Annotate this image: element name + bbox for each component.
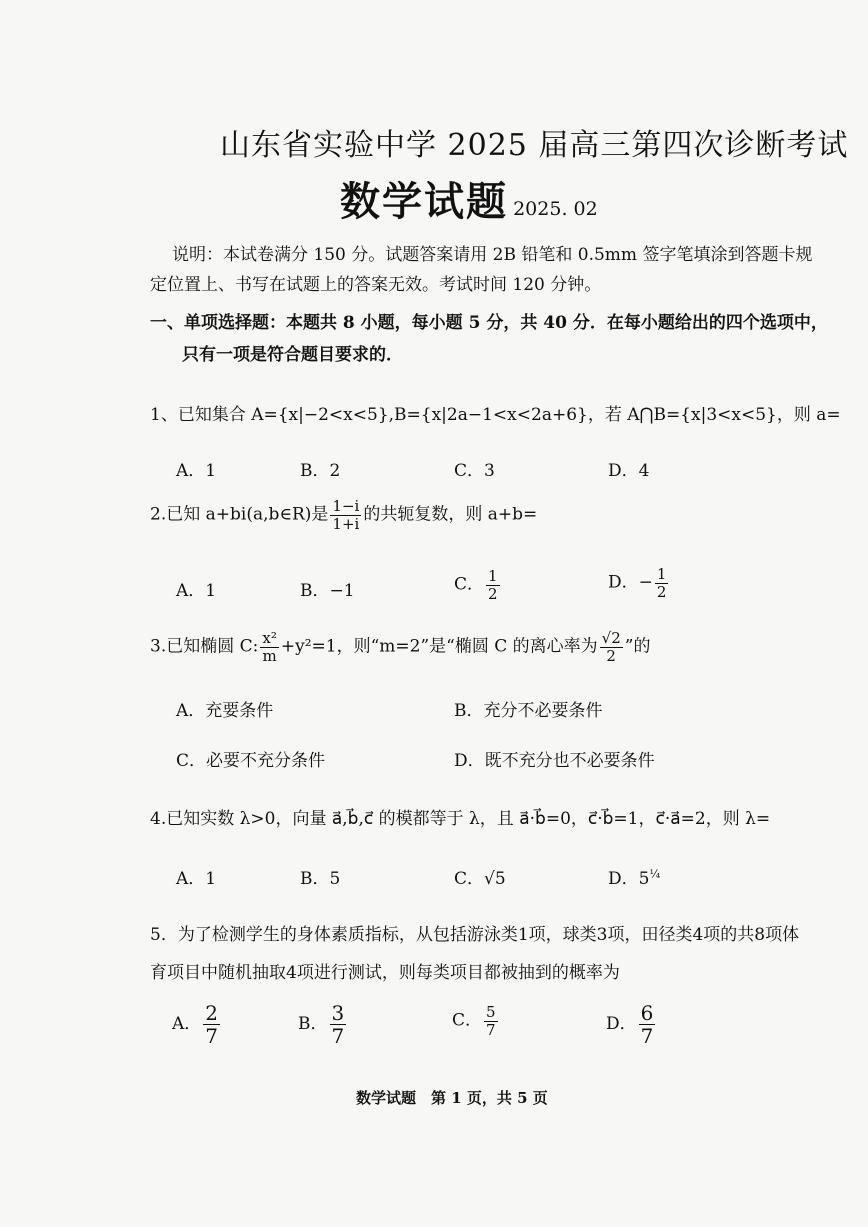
q3-ecc-den: 2	[606, 646, 616, 665]
q5-option-a-num: 2	[205, 1001, 219, 1025]
q5-option-a	[172, 1002, 222, 1047]
q4-option-d	[608, 864, 660, 889]
q3-stem	[150, 630, 650, 664]
q2-stem	[150, 498, 537, 532]
q5-option-a-frac	[203, 1002, 220, 1047]
q2-option-d-den: 2	[656, 582, 667, 601]
section1-line1: 一、单项选择题：本题共 8 小题，每小题 5 分，共 40 分．在每小题给出的四个选项中，	[150, 313, 828, 333]
q4-option-d-label: D．	[608, 869, 639, 889]
q5-option-b-frac	[330, 1002, 347, 1047]
q5-line1: 5．为了检测学生的身体素质指标，从包括游泳类1项，球类3项，田径类4项的共8项体	[150, 925, 800, 945]
q5-option-b	[298, 1002, 348, 1047]
q5-option-b-label: B．	[298, 1014, 328, 1034]
q5-option-d-label: D．	[606, 1014, 637, 1034]
q5-option-c	[452, 1004, 500, 1038]
q5-option-b-den: 7	[331, 1024, 345, 1048]
q3-ellipse-num: x²	[262, 629, 277, 647]
q3-stem-post: ”的	[624, 636, 651, 657]
q5-option-d-frac	[639, 1002, 656, 1047]
q4-stem: 4.已知实数 λ>0，向量 a⃗,b⃗,c⃗ 的模都等于 λ，且 a⃗·b⃗=0，c⃗·b⃗=1，c⃗·a⃗=2，则 λ=	[150, 809, 771, 829]
q5-option-a-label: A．	[172, 1014, 202, 1034]
q2-frac-den: 1+i	[332, 514, 360, 533]
q2-stem-post: 的共轭复数，则 a+b=	[363, 504, 538, 525]
q3-ecc-frac	[600, 630, 623, 664]
q4-option-c: C．√5	[454, 869, 506, 889]
q5-option-c-num: 5	[486, 1003, 496, 1021]
q2-option-c-frac	[486, 568, 500, 602]
subject-title: 数学试题	[340, 178, 508, 225]
q3-option-c: C．必要不充分条件	[176, 751, 326, 771]
q5-line2: 育项目中随机抽取4项进行测试，则每类项目都被抽到的概率为	[150, 963, 620, 983]
q2-option-d-label: D．−	[608, 572, 653, 593]
exam-date: 2025. 02	[513, 198, 598, 220]
q2-frac-num: 1−i	[332, 497, 360, 515]
q3-option-a: A．充要条件	[176, 701, 274, 721]
q2-option-d-num: 1	[656, 565, 667, 583]
exam-title: 山东省实验中学 2025 届高三第四次诊断考试	[220, 128, 849, 163]
q2-stem-pre: 2.已知 a+bi(a,b∈R)是	[150, 504, 329, 525]
q1-option-d: D．4	[608, 461, 650, 481]
q4-option-a: A．1	[176, 869, 217, 889]
q5-option-a-den: 7	[205, 1024, 219, 1048]
instructions-line2: 定位置上、书写在试题上的答案无效。考试时间 120 分钟。	[150, 275, 602, 295]
q5-option-c-frac	[484, 1004, 498, 1038]
q1-option-c: C．3	[454, 461, 495, 481]
section1-line2: 只有一项是符合题目要求的．	[182, 345, 403, 365]
q3-option-d: D．既不充分也不必要条件	[454, 751, 655, 771]
q2-option-a: A．1	[176, 581, 217, 601]
q4-option-b: B．5	[300, 869, 341, 889]
q2-fraction	[330, 498, 361, 532]
q5-option-c-label: C．	[452, 1010, 483, 1031]
q5-option-d-num: 6	[640, 1001, 654, 1025]
q2-option-c-num: 1	[488, 567, 498, 585]
q2-option-d-frac	[655, 566, 669, 600]
q3-ellipse-den: m	[262, 646, 277, 665]
q2-option-b: B．−1	[300, 581, 355, 601]
q5-option-d	[606, 1002, 657, 1047]
subject-heading	[340, 170, 598, 227]
q3-ecc-num: √2	[601, 629, 621, 647]
q1-option-b: B．2	[300, 461, 341, 481]
page-footer: 数学试题 第 1 页，共 5 页	[356, 1089, 548, 1107]
q1-stem: 1、已知集合 A={x|−2<x<5},B={x|2a−1<x<2a+6}，若 A⋂B={x|3<x<5}，则 a=	[150, 405, 841, 425]
q2-option-c-den: 2	[488, 584, 498, 603]
q3-option-b: B．充分不必要条件	[454, 701, 603, 721]
q2-option-c-label: C．	[454, 574, 485, 595]
q3-stem-pre: 3.已知椭圆 C:	[150, 636, 259, 657]
q3-stem-mid: +y²=1，则“m=2”是“椭圆 C 的离心率为	[280, 636, 598, 657]
q4-option-d-exponent: ¼	[649, 867, 661, 881]
q2-option-c	[454, 568, 502, 602]
q5-option-c-den: 7	[486, 1020, 496, 1039]
q1-option-a: A．1	[176, 461, 217, 481]
q2-option-d	[608, 566, 670, 600]
instructions-line1: 说明：本试卷满分 150 分。试题答案请用 2B 铅笔和 0.5mm 签字笔填涂到答题卡规	[172, 245, 813, 265]
q5-option-d-den: 7	[640, 1024, 654, 1048]
q3-ellipse-frac	[260, 630, 278, 664]
q5-option-b-num: 3	[331, 1001, 345, 1025]
q4-option-d-base: 5	[638, 869, 650, 889]
